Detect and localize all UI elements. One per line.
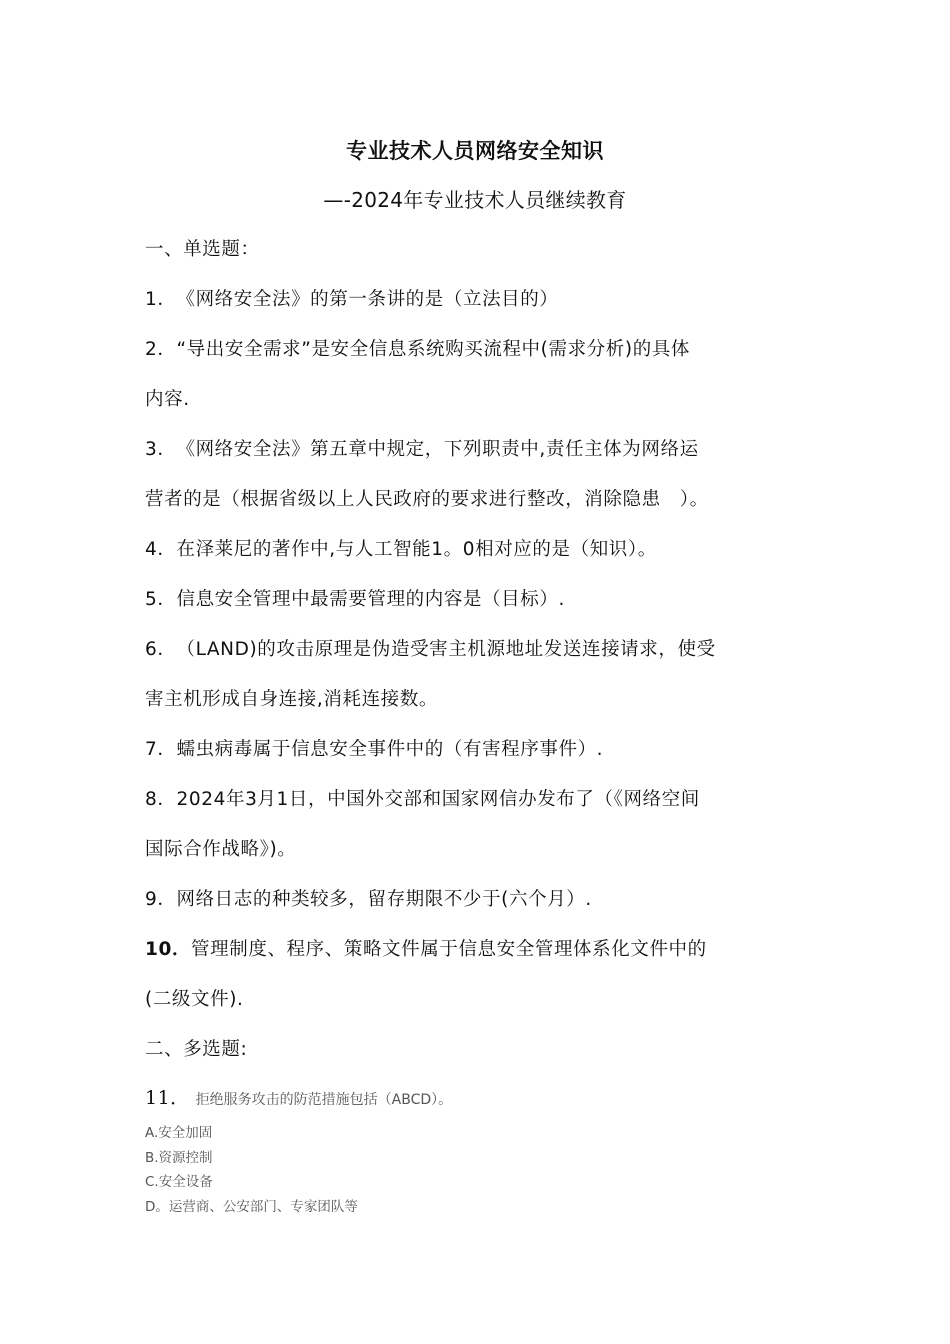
question-3 (145, 433, 810, 467)
question-text: 2024年3月1日，中国外交部和国家网信办发布了（《网络空间 (176, 789, 700, 810)
question-11 (145, 1083, 452, 1115)
question-7 (145, 733, 810, 767)
section-heading-multiple-choice: 二、多选题: (145, 1039, 248, 1060)
question-text: 网络日志的种类较多，留存期限不少于(六个月）. (176, 889, 592, 910)
option-a: A.安全加固 (145, 1125, 213, 1141)
option-c: C.安全设备 (145, 1174, 213, 1190)
document-subtitle: —-2024年专业技术人员继续教育 (323, 188, 627, 212)
question-text: 在泽莱尼的著作中,与人工智能1。0相对应的是（知识）。 (176, 539, 657, 560)
question-text: 蠕虫病毒属于信息安全事件中的（有害程序事件）. (176, 739, 604, 760)
option-b: B.资源控制 (145, 1150, 213, 1166)
question-text: （LAND)的攻击原理是伪造受害主机源地址发送连接请求，使受 (176, 639, 716, 660)
question-1 (145, 283, 810, 317)
question-number: 8． (145, 789, 177, 810)
section-heading-single-choice: 一、单选题： (145, 239, 260, 260)
question-number: 4． (145, 539, 177, 560)
question-number: 9． (145, 889, 177, 910)
question-8-continuation: 国际合作战略》)。 (145, 839, 297, 860)
question-number: 5． (145, 589, 177, 610)
question-number: 10． (145, 939, 192, 960)
question-text: 《网络安全法》的第一条讲的是（立法目的） (176, 289, 559, 310)
option-d: D。运营商、公安部门、专家团队等 (145, 1199, 358, 1215)
question-9 (145, 883, 810, 917)
question-number: 6． (145, 639, 177, 660)
question-text: 拒绝服务攻击的防范措施包括（ABCD）。 (195, 1092, 453, 1108)
question-5 (145, 583, 810, 617)
question-number: 11． (145, 1087, 190, 1109)
question-text: “导出安全需求”是安全信息系统购买流程中(需求分析)的具体 (176, 339, 690, 360)
question-10 (145, 933, 810, 967)
question-6 (145, 633, 810, 667)
document-title: 专业技术人员网络安全知识 (346, 139, 604, 163)
question-6-continuation: 害主机形成自身连接,消耗连接数。 (145, 689, 438, 710)
question-text: 信息安全管理中最需要管理的内容是（目标）. (176, 589, 565, 610)
question-number: 1． (145, 289, 177, 310)
question-4 (145, 533, 810, 567)
question-8 (145, 783, 810, 817)
question-2-continuation: 内容. (145, 389, 190, 410)
question-text: 管理制度、程序、策略文件属于信息安全管理体系化文件中的 (191, 939, 707, 960)
question-number: 3． (145, 439, 177, 460)
question-number: 7． (145, 739, 177, 760)
question-3-continuation: 营者的是（根据省级以上人民政府的要求进行整改，消除隐患 ）。 (145, 489, 709, 510)
question-10-continuation: (二级文件). (145, 989, 244, 1010)
question-number: 2． (145, 339, 177, 360)
question-text: 《网络安全法》第五章中规定，下列职责中,责任主体为网络运 (176, 439, 699, 460)
question-2 (145, 333, 810, 367)
